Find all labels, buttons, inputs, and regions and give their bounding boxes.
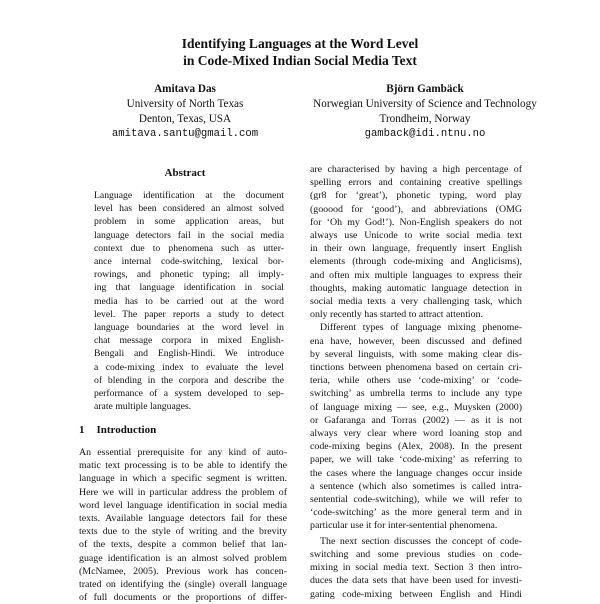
- section-heading-introduction: [79, 424, 156, 436]
- text-line: always very clear where word loaning stop and: [310, 428, 522, 440]
- paragraph: [310, 321, 522, 532]
- section-number: 1: [79, 424, 85, 436]
- text-line: ing that language identification in social: [94, 282, 284, 294]
- author-name: Björn Gambäck: [386, 83, 464, 95]
- text-line: language detectors fail in the social media: [94, 229, 284, 241]
- text-line: teria, while others use ‘code-mixing’ or ‘code-: [310, 375, 522, 387]
- text-line: switching’ as umbrella terms to include any type: [310, 388, 522, 400]
- author-affiliation: Norwegian University of Science and Technology: [313, 98, 537, 110]
- text-line: Bengali and English-Hindi. We introduce: [94, 348, 284, 360]
- introduction-body: [79, 446, 287, 604]
- text-line: always use Unicode to write social media text: [310, 230, 522, 242]
- text-line: of the texts, despite a common belief that lan-: [79, 539, 287, 551]
- text-line: elements (through code-mixing and Anglicisms),: [310, 256, 522, 268]
- text-line: (gooood for ‘good’), and abbreviations (OMG: [310, 203, 522, 215]
- title-line-1: Identifying Languages at the Word Level: [181, 36, 419, 51]
- text-line: ance internal code-switching, lexical bor-: [94, 256, 284, 268]
- text-line: code-mixing begins (Alex, 2008). In the present: [310, 441, 522, 453]
- author-block-2: [280, 82, 570, 142]
- text-line: media has to be carried out at the word: [94, 295, 284, 307]
- abstract-heading: Abstract: [164, 167, 206, 179]
- text-line: a code-mixing index to evaluate the level: [94, 361, 284, 373]
- text-line: in their own language, frequently insert English: [310, 243, 522, 255]
- text-line: (McNamee, 2005). Previous work has concen-: [79, 565, 287, 577]
- text-line: tinctions between phenomena based on certain cri-: [310, 362, 522, 374]
- text-line: of full documents or the proportions of differ-: [79, 592, 287, 604]
- text-line: trated on identifying the (single) overall language: [79, 579, 287, 591]
- abstract-body: [94, 189, 284, 413]
- text-line: particular use it for inter-sentential phenomena.: [310, 520, 498, 532]
- text-line: language in which a specific segment is written.: [79, 473, 287, 485]
- text-line: by several linguists, with some making clear dis-: [310, 348, 522, 360]
- paper-title: [0, 35, 600, 69]
- text-line: Language identification at the document: [94, 190, 284, 201]
- paragraph: [310, 535, 522, 601]
- text-line: texts due to the style of writing and the brevity: [79, 526, 287, 538]
- text-line: performance of a system developed to sep-: [94, 388, 284, 400]
- author-location: Trondheim, Norway: [379, 113, 471, 125]
- text-line: Different types of language mixing phenome-: [320, 322, 522, 334]
- text-line: Here we will in particular address the problem of: [79, 486, 287, 498]
- text-line: thoughts, making automatic language detection in: [310, 282, 522, 294]
- text-line: duces the data sets that have been used for investi-: [310, 575, 522, 587]
- text-line: of language mixing — see, e.g., Muysken (2000): [310, 401, 522, 413]
- text-line: level. The paper reports a study to detect: [94, 308, 284, 320]
- text-line: social media texts a very challenging task, which: [310, 296, 522, 308]
- text-line: ‘code-switching’ as the more general term and in: [310, 507, 522, 519]
- text-line: the cases where the language changes occur inside: [310, 467, 522, 479]
- text-line: (gr8 for ‘great’), phonetic typing, word play: [310, 190, 522, 202]
- title-line-2: in Code-Mixed Indian Social Media Text: [183, 53, 417, 68]
- author-affiliation: University of North Texas: [126, 98, 244, 110]
- author-name: Amitava Das: [154, 83, 216, 95]
- text-line: gating code-mixing between English and Hindi: [310, 588, 522, 600]
- author-location: Denton, Texas, USA: [138, 113, 232, 125]
- text-line: word level language identification in social media: [79, 499, 287, 511]
- text-line: level has been considered an almost solved: [94, 203, 284, 215]
- text-line: switching and some previous studies on code-: [310, 548, 522, 560]
- text-line: texts. Available language detectors fail for these: [79, 513, 287, 525]
- text-line: matic text processing is to be able to identify the: [79, 460, 287, 472]
- text-line: ena have, however, been discussed and defined: [310, 335, 522, 347]
- text-line: The next section discusses the concept of code-: [320, 535, 522, 547]
- text-line: are characterised by having a high percentage of: [310, 164, 522, 175]
- text-line: of blending in the corpora and describe the: [94, 374, 284, 386]
- author-email: gamback@idi.ntnu.no: [364, 128, 486, 140]
- text-line: problem in some application areas, but: [94, 216, 284, 228]
- text-line: paper, we will take ‘code-mixing’ as referring to: [310, 454, 522, 466]
- text-line: mixing in social media text. Section 3 then intro-: [310, 562, 522, 574]
- text-line: a sentence (which also sometimes is called intra-: [310, 480, 522, 492]
- text-line: language boundaries at the word level in: [94, 322, 284, 334]
- text-line: sentential code-switching), while we will refer to: [310, 494, 522, 506]
- author-block-1: [70, 82, 300, 142]
- text-line: for ‘Oh my God!’). Non-English speakers do not: [310, 216, 522, 228]
- text-line: or Gafaranga and Torras (2002) — as it is not: [310, 414, 522, 426]
- text-line: rowings, and phonetic typing; all imply-: [94, 269, 284, 281]
- paragraph: [310, 163, 522, 321]
- text-line: and often mix multiple languages to express their: [310, 269, 522, 281]
- author-email: amitava.santu@gmail.com: [111, 128, 259, 140]
- section-title: Introduction: [96, 424, 157, 436]
- text-line: context due to phenomena such as utter-: [94, 242, 284, 254]
- text-line: guage identification is an almost solved problem: [79, 552, 287, 564]
- text-line: spelling errors and containing creative spellings: [310, 177, 522, 189]
- right-column-body: [310, 163, 522, 601]
- text-line: An essential prerequisite for any kind of auto-: [79, 447, 287, 458]
- text-line: only recently has started to attract attention.: [310, 309, 484, 321]
- text-line: chat message corpora in mixed English-: [94, 335, 284, 347]
- text-line: arate multiple languages.: [94, 401, 192, 413]
